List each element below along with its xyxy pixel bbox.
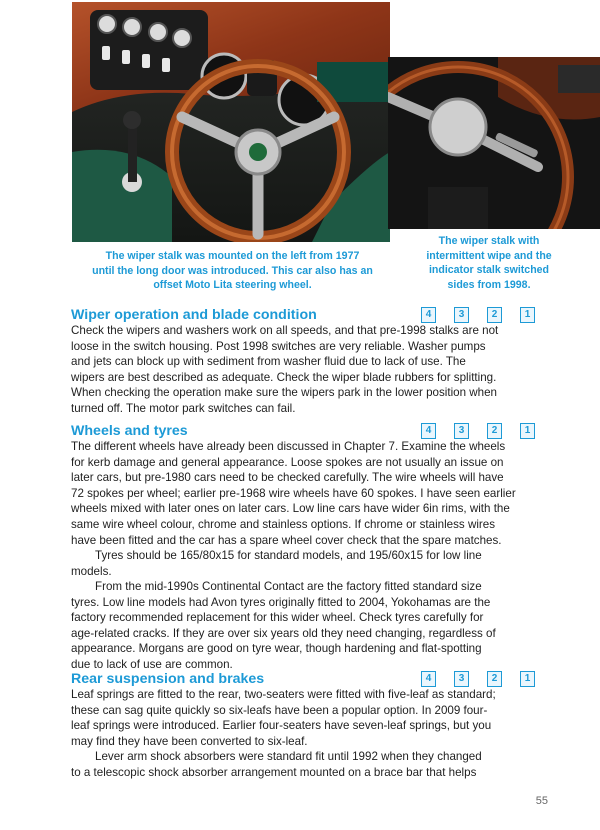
wheels-paragraph-2: Tyres should be 165/80x15 for standard models, and 195/60x15 for low line models. [71, 549, 482, 578]
section-title: Wheels and tyres [71, 423, 188, 439]
wheels-paragraph-3: From the mid-1990s Continental Contact are the factory fitted standard size tyres. Low line models had Avon tyres originally fitted to 2004, Yokohamas are the factory recommended replacement for this wider wheel. Check tyres carefully for age-related cracks. If they are over six years old they need changing, regardless of appearance. Morgans are good on tyre wear, though hardening and flat-spotting due to lack of use are common. [71, 580, 496, 671]
wiper-paragraph: Check the wipers and washers work on all speeds, and that pre-1998 stalks are not loose in the switch housing. Post 1998 switches are very reliable. Washer pumps and jets can block up with sediment from washer fluid due to lack of use. The wipers are best described as adequate. Check the wiper blade rubbers for splitting. When checking the operation make sure the wipers park in the lower position when turned off. The motor park switches can fail. [71, 324, 499, 415]
stalk-illustration [388, 57, 600, 229]
rear-suspension-paragraph-2: Lever arm shock absorbers were standard fit until 1992 when they changed to a telescopic shock absorber arrangement mounted on a brace bar that helps [71, 750, 482, 779]
rating-3-icon: 3 [454, 423, 469, 439]
section-heading-rear-suspension [71, 669, 549, 689]
rating-4-icon: 4 [421, 671, 436, 687]
rating-1-icon: 1 [520, 307, 535, 323]
rating-1-icon: 1 [520, 423, 535, 439]
photo-wiper-stalk [388, 57, 600, 229]
rating-3-icon: 3 [454, 307, 469, 323]
rating-3-icon: 3 [454, 671, 469, 687]
caption-left: The wiper stalk was mounted on the left from 1977 until the long door was introduced. This car also has an offset Moto Lita steering wheel. [92, 250, 373, 292]
photo-dashboard [72, 2, 390, 242]
rating-boxes [421, 422, 549, 439]
caption-right: The wiper stalk with intermittent wipe and the indicator stalk switched sides from 1998. [426, 235, 552, 291]
rating-4-icon: 4 [421, 307, 436, 323]
dashboard-illustration [72, 2, 390, 242]
rating-2-icon: 2 [487, 307, 502, 323]
rating-boxes [421, 306, 549, 323]
rating-1-icon: 1 [520, 671, 535, 687]
rating-2-icon: 2 [487, 423, 502, 439]
page-number: 55 [535, 795, 548, 807]
rear-suspension-paragraph-1: Leaf springs are fitted to the rear, two-seaters were fitted with five-leaf as standard; these can sag quite quickly so six-leafs have been a popular option. In 2009 four- leaf springs were introduced. Earlier four-seaters have seven-leaf springs, but you may find they have been converted to six-leaf. [71, 688, 496, 748]
rating-4-icon: 4 [421, 423, 436, 439]
section-title: Rear suspension and brakes [71, 671, 265, 687]
section-heading-wheels [71, 421, 549, 441]
section-title: Wiper operation and blade condition [71, 307, 317, 323]
rating-2-icon: 2 [487, 671, 502, 687]
rating-boxes [421, 670, 549, 687]
section-heading-wiper [71, 305, 549, 325]
wheels-paragraph-1: The different wheels have already been discussed in Chapter 7. Examine the wheels for kerb damage and general appearance. Loose spokes are not usually an issue on later cars, but pre-1980 cars need to be checked carefully. The wire wheels will have 72 spokes per wheel; earlier pre-1968 wire wheels have 60 spokes. I have seen earlier wheels mixed with later ones on later cars. Low line cars have wider 6in rims, with the same wire wheel colour, chrome and stainless options. If chrome or stainless wires have been fitted and the car has a spare wheel cover check that the spare matches. [71, 440, 516, 547]
